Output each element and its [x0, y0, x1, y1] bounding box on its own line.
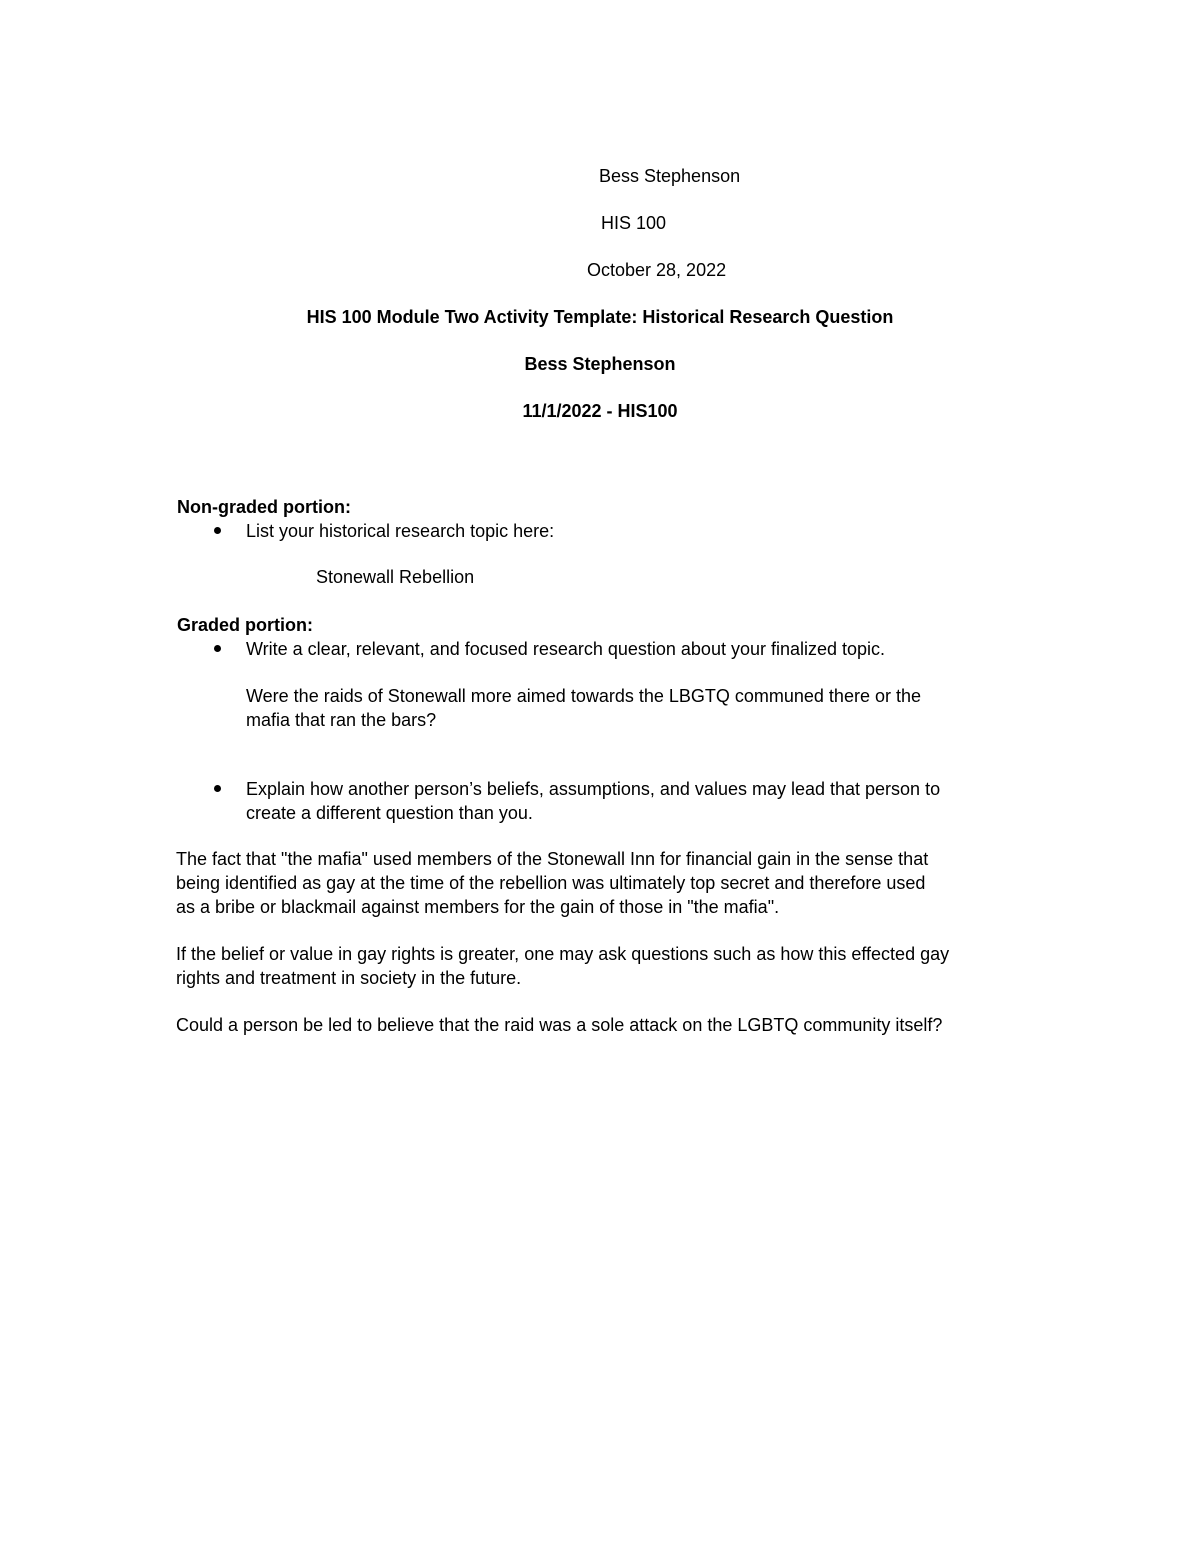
research-question-prompt: Write a clear, relevant, and focused research question about your finalized topic. — [246, 639, 886, 659]
bullet-icon — [214, 645, 221, 652]
document-title: HIS 100 Module Two Activity Template: Historical Research Question — [306, 307, 894, 327]
author-name: Bess Stephenson — [599, 166, 741, 186]
course-code: HIS 100 — [601, 213, 667, 233]
title-author-name: Bess Stephenson — [524, 354, 676, 374]
paragraph-1-line1: The fact that "the mafia" used members of the Stonewall Inn for financial gain in the sense that — [176, 849, 929, 869]
research-question-answer-line2: mafia that ran the bars? — [246, 710, 437, 730]
bullet-icon — [214, 785, 221, 792]
paragraph-1-line3: as a bribe or blackmail against members for the gain of those in "the mafia". — [176, 897, 780, 917]
paragraph-2-line2: rights and treatment in society in the future. — [176, 968, 522, 988]
research-topic-answer: Stonewall Rebellion — [316, 567, 475, 587]
beliefs-prompt-line2: create a different question than you. — [246, 803, 533, 823]
paragraph-3-line1: Could a person be led to believe that the raid was a sole attack on the LGBTQ community itself? — [176, 1015, 943, 1035]
non-graded-heading: Non-graded portion: — [177, 497, 351, 517]
non-graded-prompt: List your historical research topic here: — [246, 521, 555, 541]
beliefs-prompt-line1: Explain how another person’s beliefs, assumptions, and values may lead that person to — [246, 779, 941, 799]
graded-heading: Graded portion: — [177, 615, 313, 635]
paragraph-2-line1: If the belief or value in gay rights is greater, one may ask questions such as how this effected gay — [176, 944, 950, 964]
paragraph-1-line2: being identified as gay at the time of the rebellion was ultimately top secret and therefore used — [176, 873, 926, 893]
research-question-answer-line1: Were the raids of Stonewall more aimed towards the LBGTQ communed there or the — [246, 686, 921, 706]
title-date-course: 11/1/2022 - HIS100 — [522, 401, 678, 421]
submission-date: October 28, 2022 — [587, 260, 727, 280]
bullet-icon — [214, 527, 221, 534]
